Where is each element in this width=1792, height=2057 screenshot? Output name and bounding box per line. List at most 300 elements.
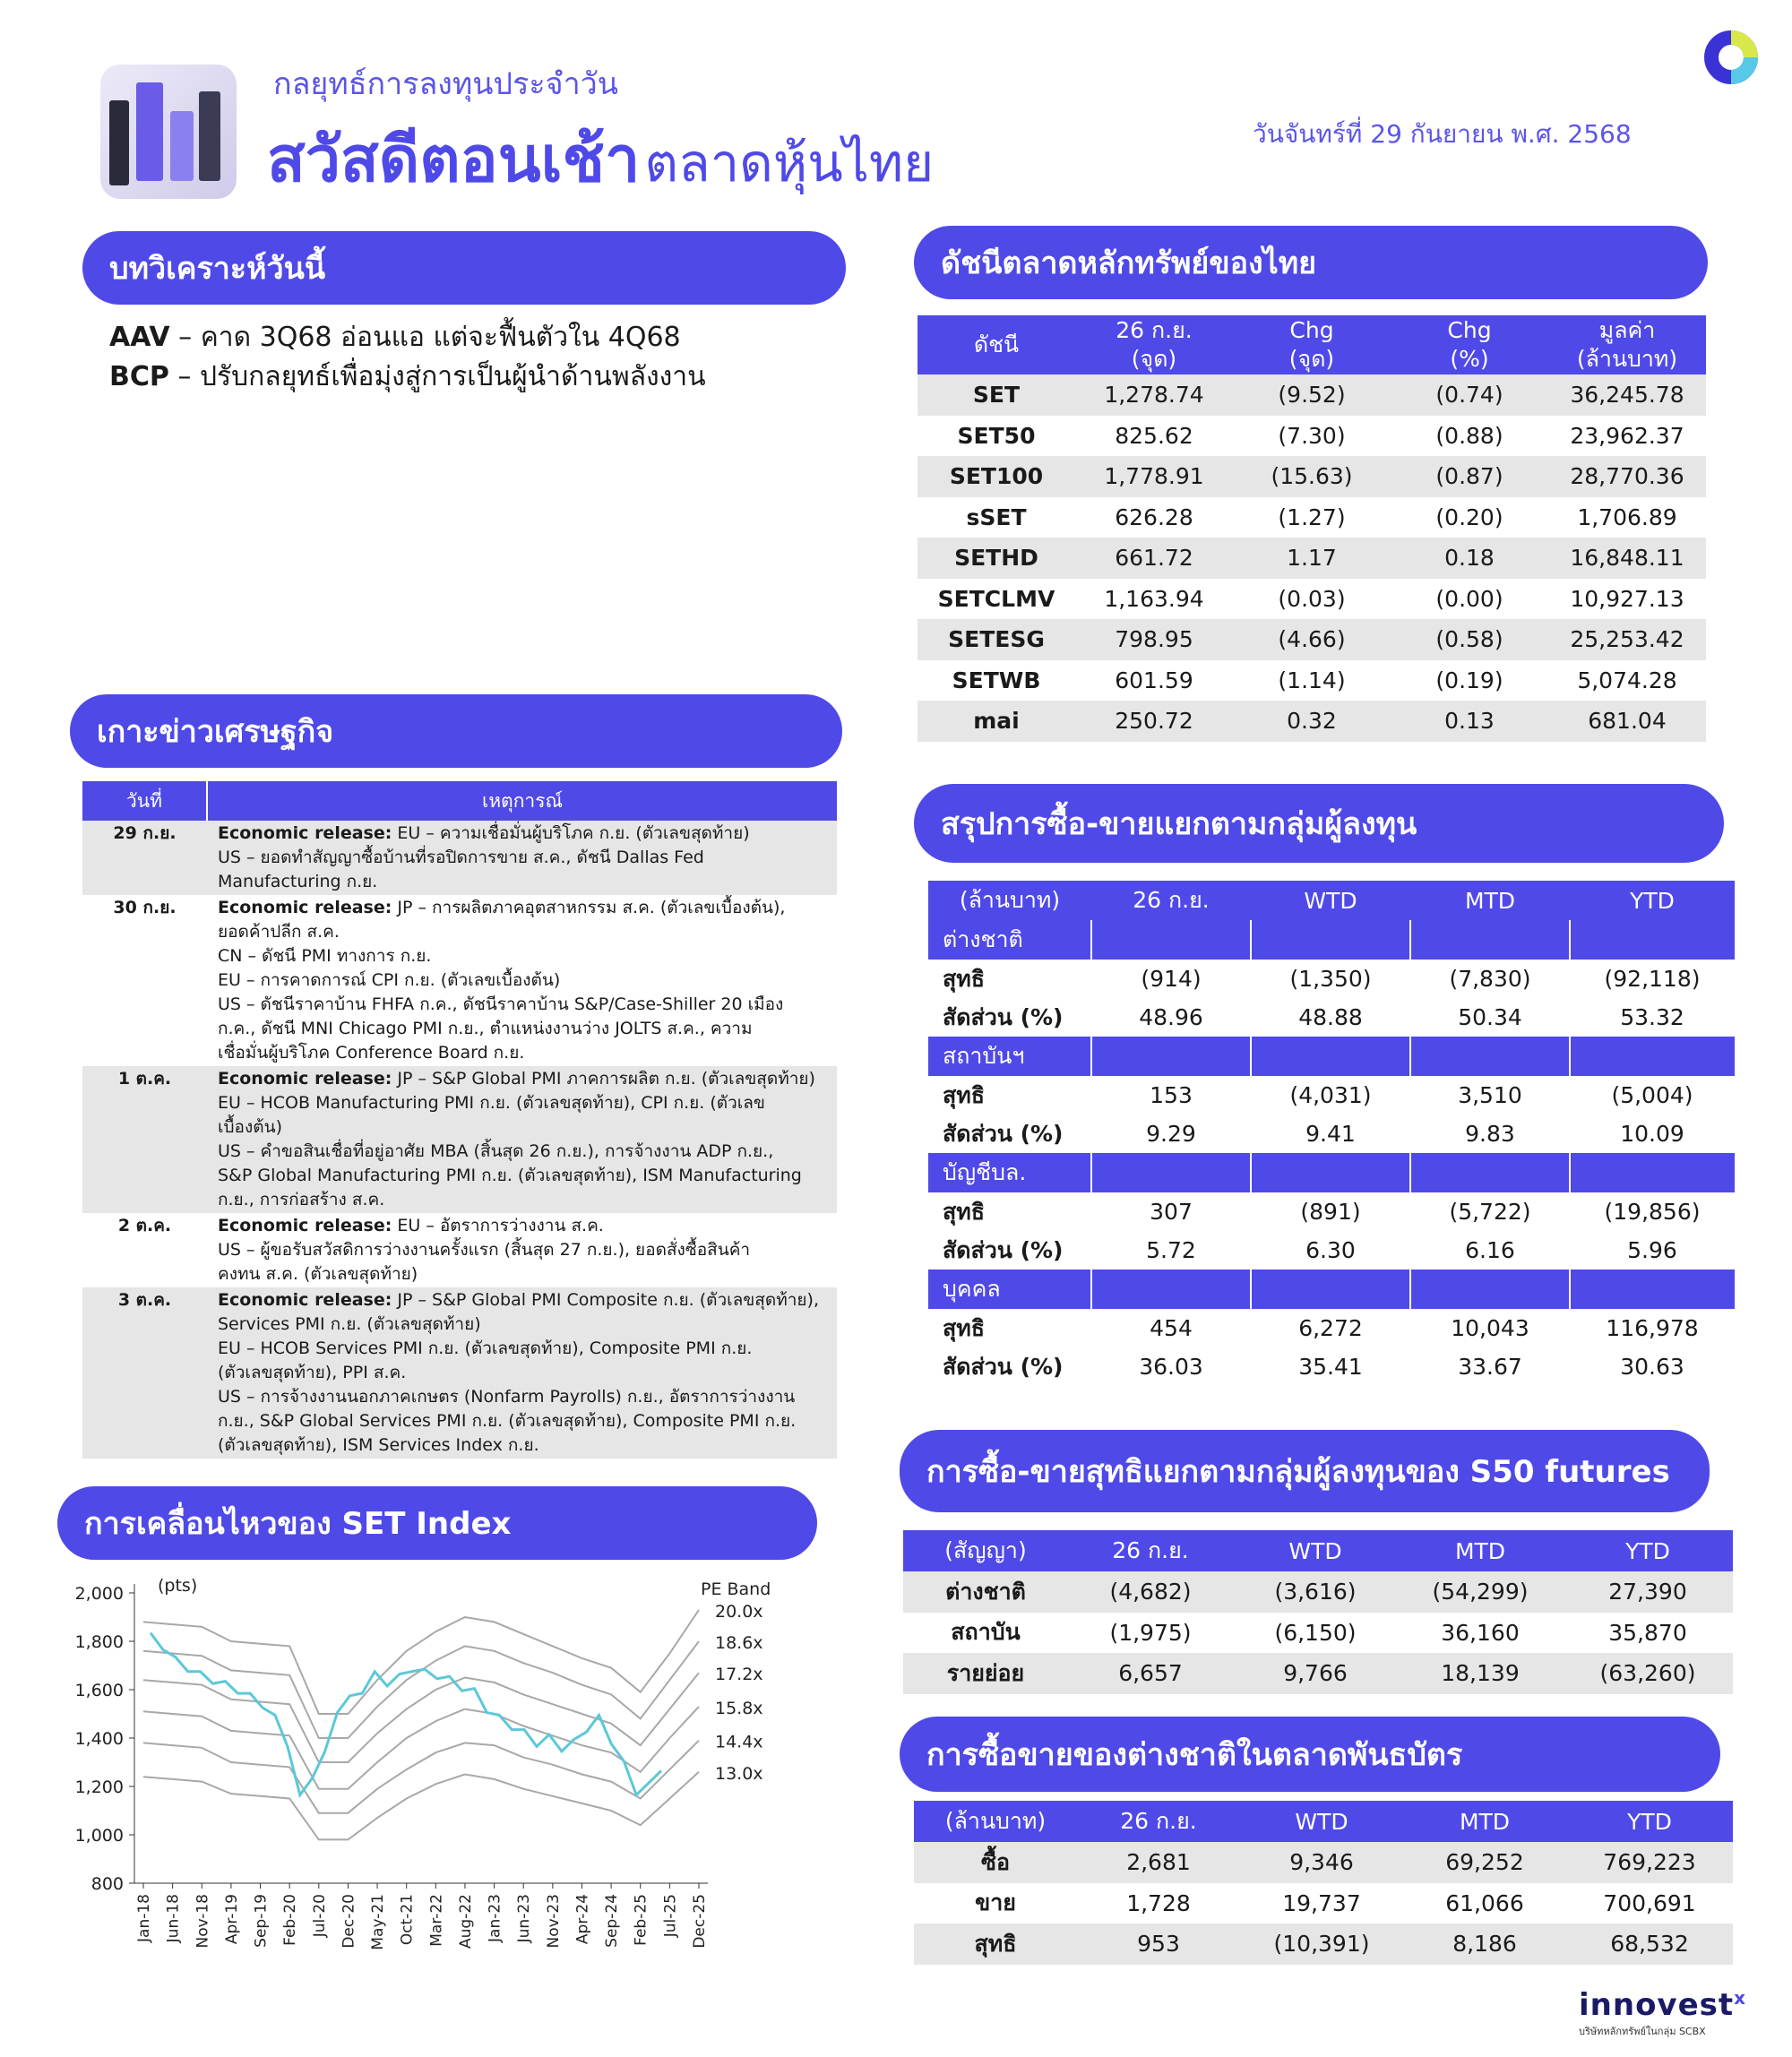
news-line — [218, 1288, 836, 1313]
investor-group-name: สถาบันฯ — [928, 1037, 1091, 1076]
col-event: เหตุการณ์ — [207, 781, 837, 821]
investor-table — [928, 881, 1735, 1386]
investor-value: (7,830) — [1449, 966, 1531, 992]
x-tick-label: May-21 — [369, 1894, 388, 1950]
index-value: (0.74) — [1391, 374, 1548, 416]
col-chgpct-l2: (%) — [1450, 346, 1489, 372]
row-value: 2,681 — [1077, 1842, 1240, 1883]
index-value: (0.58) — [1391, 619, 1548, 660]
group-fill — [1251, 1269, 1410, 1309]
news-line-text: JP – S&P Global PMI Composite ก.ย. (ตัวเลขสุดท้าย), — [392, 1290, 819, 1310]
analysis-item[interactable] — [109, 318, 706, 357]
row-value: 700,691 — [1603, 1889, 1696, 1916]
x-tick-label: Apr-24 — [573, 1894, 592, 1945]
group-fill — [1091, 1153, 1251, 1192]
pe-band-label: 17.2x — [715, 1665, 763, 1685]
investor-value: 9.83 — [1465, 1121, 1515, 1147]
brand-x-mark: x — [1734, 1987, 1747, 2009]
news-line: เบื้องต้น) — [218, 1117, 282, 1137]
group-fill — [1410, 920, 1570, 960]
group-fill — [1410, 1037, 1570, 1076]
x-tick-label: Jan-18 — [135, 1894, 153, 1942]
news-date: 1 ต.ค. — [82, 1066, 207, 1213]
bond-row[interactable] — [914, 1924, 1733, 1965]
pe-band-line — [143, 1772, 699, 1840]
index-row[interactable] — [918, 619, 1706, 660]
index-value: 661.72 — [1075, 538, 1233, 579]
pe-band-label: 20.0x — [715, 1601, 763, 1622]
investor-value: 9.41 — [1305, 1121, 1356, 1147]
row-value: 18,139 — [1398, 1653, 1563, 1694]
col-value — [1548, 315, 1706, 374]
futures-row[interactable] — [903, 1653, 1733, 1694]
index-value: (0.19) — [1435, 667, 1503, 693]
investor-value: 53.32 — [1620, 1004, 1684, 1030]
economic-release-label: Economic release: — [218, 898, 392, 917]
col-close-l1: 26 ก.ย. — [1116, 317, 1193, 343]
news-events — [207, 1287, 837, 1459]
news-line: (ตัวเลขสุดท้าย), PPI ส.ค. — [218, 1363, 407, 1382]
news-row[interactable] — [82, 1066, 837, 1213]
investor-metric: สัดส่วน (%) — [943, 1120, 1064, 1147]
brand-name-row — [1579, 1987, 1746, 2023]
index-value: (0.00) — [1435, 585, 1503, 612]
news-line: Services PMI ก.ย. (ตัวเลขสุดท้าย) — [218, 1314, 481, 1334]
investor-value: 153 — [1150, 1082, 1193, 1108]
news-line: ยอดค้าปลีก ส.ค. — [218, 922, 340, 942]
index-name: SETWB — [952, 667, 1041, 693]
investor-value: (4,031) — [1289, 1082, 1372, 1108]
investor-value: 307 — [1150, 1199, 1193, 1225]
col-chg — [1233, 315, 1391, 374]
analysis-text: – ปรับกลยุทธ์เพื่อมุ่งสู่การเป็นผู้นำด้านพลังงาน — [168, 361, 706, 392]
col-header: YTD — [1563, 1530, 1733, 1571]
col-value-l2: (ล้านบาท) — [1576, 346, 1678, 372]
row-value: 68,532 — [1566, 1924, 1733, 1965]
header-title-bold: สวัสดีตอนเช้า — [267, 123, 641, 196]
index-row[interactable] — [918, 497, 1706, 538]
indices-table — [918, 315, 1706, 742]
index-value: 626.28 — [1115, 503, 1193, 530]
header-date: วันจันทร์ที่ 29 กันยายน พ.ศ. 2568 — [1253, 119, 1632, 149]
index-row[interactable] — [918, 416, 1706, 457]
col-header: YTD — [1570, 881, 1735, 920]
group-fill — [1091, 1037, 1251, 1076]
x-tick-label: Dec-25 — [691, 1894, 709, 1949]
index-name: SET50 — [957, 422, 1036, 449]
index-value: 681.04 — [1548, 701, 1706, 742]
investor-row[interactable] — [928, 1309, 1735, 1347]
index-name: sSET — [966, 503, 1027, 530]
index-row[interactable] — [918, 374, 1706, 416]
news-line: EU – การคาดการณ์ CPI ก.ย. (ตัวเลขเบื้องต้น) — [218, 970, 561, 990]
pe-band-label: 14.4x — [715, 1732, 763, 1752]
index-value: (0.03) — [1278, 585, 1346, 612]
bonds-header: การซื้อขายของต่างชาติในตลาดพันธบัตร — [900, 1717, 1720, 1792]
news-line: US – ยอดทำสัญญาซื้อบ้านที่รอปิดการขาย ส.ค., ดัชนี Dallas Fed — [218, 848, 704, 867]
investor-row[interactable] — [928, 1347, 1735, 1386]
brand-name: innovest — [1579, 1987, 1735, 2023]
x-tick-label: Jun-18 — [164, 1894, 183, 1943]
y-tick-label: 1,000 — [74, 1826, 124, 1846]
y-tick-label: 1,200 — [74, 1777, 124, 1797]
chart-header: การเคลื่อนไหวของ SET Index — [57, 1486, 817, 1560]
x-tick-label: Nov-18 — [194, 1894, 212, 1949]
x-tick-label: Feb-20 — [281, 1894, 300, 1946]
investor-metric: สุทธิ — [943, 965, 985, 992]
investor-value: 9.29 — [1146, 1121, 1196, 1147]
investor-value: 48.88 — [1298, 1004, 1363, 1030]
index-row[interactable] — [918, 579, 1706, 620]
index-value: (7.30) — [1278, 422, 1346, 449]
index-value: (4.66) — [1233, 619, 1391, 660]
news-events — [207, 821, 837, 895]
row-value: 9,766 — [1233, 1653, 1398, 1694]
group-fill — [1570, 1269, 1735, 1309]
index-name: SET — [918, 374, 1075, 416]
news-header: เกาะข่าวเศรษฐกิจ — [70, 694, 842, 768]
brand-tagline: บริษัทหลักทรัพย์ในกลุ่ม SCBX — [1579, 2026, 1706, 2037]
investor-value: (5,004) — [1611, 1082, 1693, 1108]
index-value: 0.32 — [1233, 701, 1391, 742]
news-line-text: EU – อัตราการว่างงาน ส.ค. — [392, 1216, 604, 1235]
analysis-text: – คาด 3Q68 อ่อนแอ แต่จะฟื้นตัวใน 4Q68 — [169, 322, 681, 353]
news-events — [207, 1066, 837, 1213]
index-value: 1,163.94 — [1104, 585, 1204, 612]
index-value: 25,253.42 — [1548, 619, 1706, 660]
x-tick-label: Sep-19 — [252, 1894, 271, 1948]
news-line: Manufacturing ก.ย. — [218, 872, 378, 891]
news-line: EU – HCOB Manufacturing PMI ก.ย. (ตัวเลขสุดท้าย), CPI ก.ย. (ตัวเลข — [218, 1093, 765, 1113]
investor-value: (914) — [1141, 966, 1202, 992]
news-events — [207, 895, 837, 1066]
row-value: (3,616) — [1233, 1571, 1398, 1613]
row-value: 9,346 — [1240, 1842, 1403, 1883]
news-line — [218, 1214, 836, 1238]
bond-row[interactable] — [914, 1842, 1733, 1883]
row-value: 27,390 — [1563, 1571, 1733, 1613]
news-line: CN – ดัชนี PMI ทางการ ก.ย. — [218, 946, 432, 966]
x-tick-label: Aug-22 — [456, 1894, 475, 1949]
index-row[interactable] — [918, 660, 1706, 701]
index-value: (0.20) — [1435, 503, 1503, 530]
row-value: 769,223 — [1566, 1842, 1733, 1883]
row-value: (4,682) — [1068, 1571, 1233, 1613]
index-row[interactable] — [918, 456, 1706, 497]
x-tick-label: Feb-25 — [632, 1894, 650, 1946]
news-line: US – การจ้างงานนอกภาคเกษตร (Nonfarm Payrolls) ก.ย., อัตราการว่างงาน — [218, 1387, 796, 1407]
group-fill — [1251, 1153, 1410, 1192]
investor-value: 50.34 — [1458, 1004, 1522, 1030]
x-tick-label: Nov-23 — [544, 1894, 563, 1949]
investor-value: 6.30 — [1305, 1237, 1356, 1263]
investor-group-row — [928, 1269, 1735, 1309]
index-value: (0.88) — [1435, 422, 1503, 449]
investor-value: 48.96 — [1139, 1004, 1203, 1030]
investor-metric: สุทธิ — [943, 1198, 985, 1225]
bonds-table — [914, 1801, 1733, 1965]
investor-metric: สัดส่วน (%) — [943, 1236, 1064, 1263]
investor-metric: สัดส่วน (%) — [943, 1003, 1064, 1030]
index-name: SET100 — [918, 456, 1075, 497]
indices-header: ดัชนีตลาดหลักทรัพย์ของไทย — [914, 226, 1708, 299]
index-value: 16,848.11 — [1548, 538, 1706, 579]
investor-value: 10.09 — [1620, 1121, 1684, 1147]
news-line: EU – HCOB Services PMI ก.ย. (ตัวเลขสุดท้าย), Composite PMI ก.ย. — [218, 1338, 753, 1358]
group-fill — [1570, 1037, 1735, 1076]
news-line-text: EU – ความเชื่อมั่นผู้บริโภค ก.ย. (ตัวเลขสุดท้าย) — [392, 823, 750, 843]
investor-group-name: บัญชีบล. — [928, 1153, 1091, 1192]
investor-value: 6,272 — [1298, 1315, 1363, 1341]
group-fill — [1410, 1153, 1570, 1192]
investor-value: 10,043 — [1451, 1315, 1529, 1341]
group-fill — [1091, 1269, 1251, 1309]
row-label: รายย่อย — [903, 1653, 1068, 1694]
header-illustration — [100, 65, 237, 199]
index-value: 1,778.91 — [1075, 456, 1233, 497]
header-subtitle: กลยุทธ์การลงทุนประจำวัน — [273, 66, 618, 102]
investor-value: 6.16 — [1465, 1237, 1515, 1263]
index-value: 798.95 — [1075, 619, 1233, 660]
investor-row[interactable] — [928, 1192, 1735, 1231]
col-chgpct — [1391, 315, 1548, 374]
investor-value: (891) — [1300, 1199, 1361, 1225]
economic-release-label: Economic release: — [218, 1290, 392, 1310]
analysis-header: บทวิเคราะห์วันนี้ — [82, 231, 846, 305]
row-label: สุทธิ — [914, 1924, 1077, 1965]
news-table — [82, 781, 837, 1459]
row-value: 19,737 — [1282, 1889, 1361, 1916]
row-label: ขาย — [975, 1889, 1016, 1916]
col-header: MTD — [1403, 1801, 1566, 1842]
row-value: 1,728 — [1126, 1889, 1191, 1916]
col-header: (สัญญา) — [903, 1530, 1068, 1571]
news-date: 3 ต.ค. — [82, 1287, 207, 1459]
row-value: 36,160 — [1441, 1619, 1520, 1646]
col-header: 26 ก.ย. — [1068, 1530, 1233, 1571]
investor-group-name: ต่างชาติ — [928, 920, 1091, 960]
news-row[interactable] — [82, 895, 837, 1066]
index-value: 10,927.13 — [1570, 585, 1684, 612]
col-header: (ล้านบาท) — [914, 1801, 1077, 1842]
set-index-chart — [54, 1568, 824, 1962]
investor-value: 36.03 — [1139, 1354, 1203, 1380]
row-value: (1,975) — [1109, 1619, 1192, 1646]
col-header: MTD — [1410, 881, 1570, 920]
news-line-text: JP – S&P Global PMI ภาคการผลิต ก.ย. (ตัวเลขสุดท้าย) — [392, 1069, 815, 1089]
x-tick-label: Jul-25 — [661, 1894, 680, 1938]
news-date: 30 ก.ย. — [113, 898, 177, 917]
economic-release-label: Economic release: — [218, 1069, 392, 1089]
row-label: ต่างชาติ — [903, 1571, 1068, 1613]
investor-metric: สัดส่วน (%) — [943, 1353, 1064, 1380]
investor-row[interactable] — [928, 1115, 1735, 1153]
investor-value: (5,722) — [1449, 1199, 1531, 1225]
news-line — [218, 1067, 836, 1091]
row-value: 953 — [1077, 1924, 1240, 1965]
investor-row[interactable] — [928, 1076, 1735, 1115]
news-line: ก.ค., ดัชนี MNI Chicago PMI ก.ย., ตำแหน่งงานว่าง JOLTS ส.ค., ความ — [218, 1019, 753, 1038]
futures-row[interactable] — [903, 1571, 1733, 1613]
group-fill — [1570, 920, 1735, 960]
pe-band-label: 13.0x — [715, 1763, 763, 1784]
index-value: 36,245.78 — [1548, 374, 1706, 416]
index-value: 0.18 — [1391, 538, 1548, 579]
row-value: 61,066 — [1445, 1889, 1524, 1916]
index-value: 28,770.36 — [1548, 456, 1706, 497]
investor-value: 3,510 — [1458, 1082, 1522, 1108]
index-value: (15.63) — [1233, 456, 1391, 497]
group-fill — [1091, 920, 1251, 960]
col-date: วันที่ — [82, 781, 207, 821]
investor-metric: สุทธิ — [943, 1081, 985, 1108]
futures-header: การซื้อ-ขายสุทธิแยกตามกลุ่มผู้ลงทุนของ S50 futures — [900, 1430, 1710, 1512]
row-value: (6,150) — [1274, 1619, 1357, 1646]
col-header: 26 ก.ย. — [1077, 1801, 1240, 1842]
x-tick-label: Jul-20 — [310, 1894, 329, 1938]
news-line: US – คำขอสินเชื่อที่อยู่อาศัย MBA (สิ้นสุด 26 ก.ย.), การจ้างงาน ADP ก.ย., — [218, 1141, 774, 1161]
row-label: ซื้อ — [914, 1842, 1077, 1883]
futures-table — [903, 1530, 1733, 1694]
analysis-ticker: BCP — [109, 361, 169, 392]
index-value: 250.72 — [1075, 701, 1233, 742]
y-tick-label: 1,800 — [74, 1632, 124, 1652]
y-tick-label: 800 — [90, 1874, 124, 1894]
x-tick-label: Oct-21 — [398, 1894, 417, 1946]
news-events — [207, 1213, 837, 1287]
row-value: 69,252 — [1403, 1842, 1566, 1883]
news-line — [218, 896, 836, 920]
row-value: (10,391) — [1240, 1924, 1403, 1965]
investor-value: 35.41 — [1298, 1354, 1363, 1380]
investor-value: (92,118) — [1604, 966, 1701, 992]
investor-group-row — [928, 1037, 1735, 1076]
news-row[interactable] — [82, 1287, 837, 1459]
col-value-l1: มูลค่า — [1598, 317, 1656, 343]
news-date: 29 ก.ย. — [82, 821, 207, 895]
x-tick-label: Apr-19 — [222, 1894, 241, 1945]
brand-logo-icon — [1702, 29, 1760, 90]
col-index: ดัชนี — [918, 315, 1075, 374]
news-line: (ตัวเลขสุดท้าย), ISM Services Index ก.ย. — [218, 1435, 539, 1455]
pe-band-label: 18.6x — [715, 1633, 763, 1653]
investor-row[interactable] — [928, 998, 1735, 1037]
analysis-ticker: AAV — [109, 322, 170, 353]
investor-group-name: บุคคล — [928, 1269, 1091, 1309]
news-line — [218, 822, 836, 846]
header-title — [267, 109, 934, 209]
index-value: 825.62 — [1115, 422, 1193, 449]
futures-row[interactable] — [903, 1613, 1733, 1654]
brand-footer — [1579, 1987, 1746, 2039]
y-axis-label: (pts) — [158, 1576, 198, 1596]
index-value: 0.13 — [1391, 701, 1548, 742]
group-fill — [1570, 1153, 1735, 1192]
x-tick-label: Sep-24 — [603, 1894, 622, 1948]
index-value: (1.14) — [1278, 667, 1346, 693]
investor-group-row — [928, 920, 1735, 960]
analysis-item[interactable] — [109, 357, 706, 397]
news-line: เชื่อมั่นผู้บริโภค Conference Board ก.ย. — [218, 1043, 525, 1063]
investor-row[interactable] — [928, 1231, 1735, 1269]
investor-value: 30.63 — [1620, 1354, 1684, 1380]
pe-band-line — [143, 1641, 699, 1738]
economic-release-label: Economic release: — [218, 1216, 392, 1235]
news-date: 2 ต.ค. — [117, 1216, 172, 1235]
col-chgpct-l1: Chg — [1447, 317, 1492, 343]
news-line: คงทน ส.ค. (ตัวเลขสุดท้าย) — [218, 1264, 418, 1284]
investor-value: 454 — [1150, 1315, 1193, 1341]
col-header: WTD — [1240, 1801, 1403, 1842]
investor-value: (19,856) — [1604, 1199, 1701, 1225]
investor-value: 33.67 — [1458, 1354, 1522, 1380]
index-value: 5,074.28 — [1577, 667, 1677, 693]
header-title-light: ตลาดหุ้นไทย — [644, 133, 935, 194]
col-header: (ล้านบาท) — [928, 881, 1091, 920]
economic-release-label: Economic release: — [218, 823, 392, 843]
news-line: US – ผู้ขอรับสวัสดิการว่างงานครั้งแรก (สิ้นสุด 27 ก.ย.), ยอดสั่งซื้อสินค้า — [218, 1240, 751, 1260]
x-tick-label: Jun-23 — [515, 1894, 534, 1943]
row-value: (54,299) — [1398, 1571, 1563, 1613]
investor-row[interactable] — [928, 960, 1735, 998]
news-row[interactable] — [82, 1213, 837, 1287]
y-tick-label: 2,000 — [74, 1584, 124, 1604]
news-line: US – ดัชนีราคาบ้าน FHFA ก.ค., ดัชนีราคาบ้าน S&P/Case-Shiller 20 เมือง — [218, 994, 784, 1014]
analysis-list — [109, 318, 706, 397]
investor-value: 5.72 — [1146, 1237, 1196, 1263]
x-tick-label: Jan-23 — [486, 1894, 504, 1942]
index-value: 1,706.89 — [1577, 503, 1677, 530]
bond-row[interactable] — [914, 1883, 1733, 1924]
index-value: 601.59 — [1115, 667, 1193, 693]
investor-group-row — [928, 1153, 1735, 1192]
news-line: ก.ย., S&P Global Services PMI ก.ย. (ตัวเลขสุดท้าย), Composite PMI ก.ย. — [218, 1411, 797, 1431]
investor-header: สรุปการซื้อ-ขายแยกตามกลุ่มผู้ลงทุน — [914, 784, 1724, 863]
col-header: 26 ก.ย. — [1091, 881, 1251, 920]
col-close-l2: (จุด) — [1131, 346, 1177, 372]
col-chg-l1: Chg — [1289, 317, 1334, 343]
row-value: (63,260) — [1563, 1653, 1733, 1694]
news-row[interactable] — [82, 821, 837, 895]
x-tick-label: Mar-22 — [427, 1894, 446, 1947]
investor-value: 5.96 — [1627, 1237, 1677, 1263]
index-value: 1,278.74 — [1075, 374, 1233, 416]
x-tick-label: Dec-20 — [340, 1894, 358, 1949]
index-value: 23,962.37 — [1570, 422, 1684, 449]
col-chg-l2: (จุด) — [1288, 346, 1335, 372]
y-tick-label: 1,400 — [74, 1729, 124, 1749]
index-name: mai — [918, 701, 1075, 742]
index-row[interactable] — [918, 701, 1706, 742]
pe-band-label: 15.8x — [715, 1698, 763, 1718]
index-name: SETHD — [918, 538, 1075, 579]
index-value: (0.87) — [1391, 456, 1548, 497]
group-fill — [1410, 1269, 1570, 1309]
row-value: 8,186 — [1403, 1924, 1566, 1965]
index-name: SETESG — [918, 619, 1075, 660]
col-header: MTD — [1398, 1530, 1563, 1571]
investor-metric: สุทธิ — [943, 1314, 985, 1341]
index-row[interactable] — [918, 538, 1706, 579]
legend-title: PE Band — [701, 1579, 771, 1599]
col-header: WTD — [1233, 1530, 1398, 1571]
index-value: (9.52) — [1233, 374, 1391, 416]
index-value: 1.17 — [1233, 538, 1391, 579]
news-line-text: JP – การผลิตภาคอุตสาหกรรม ส.ค. (ตัวเลขเบื้องต้น), — [392, 898, 786, 917]
news-line: S&P Global Manufacturing PMI ก.ย. (ตัวเลขสุดท้าย), ISM Manufacturing — [218, 1166, 802, 1185]
col-close — [1075, 315, 1233, 374]
y-tick-label: 1,600 — [74, 1681, 124, 1700]
